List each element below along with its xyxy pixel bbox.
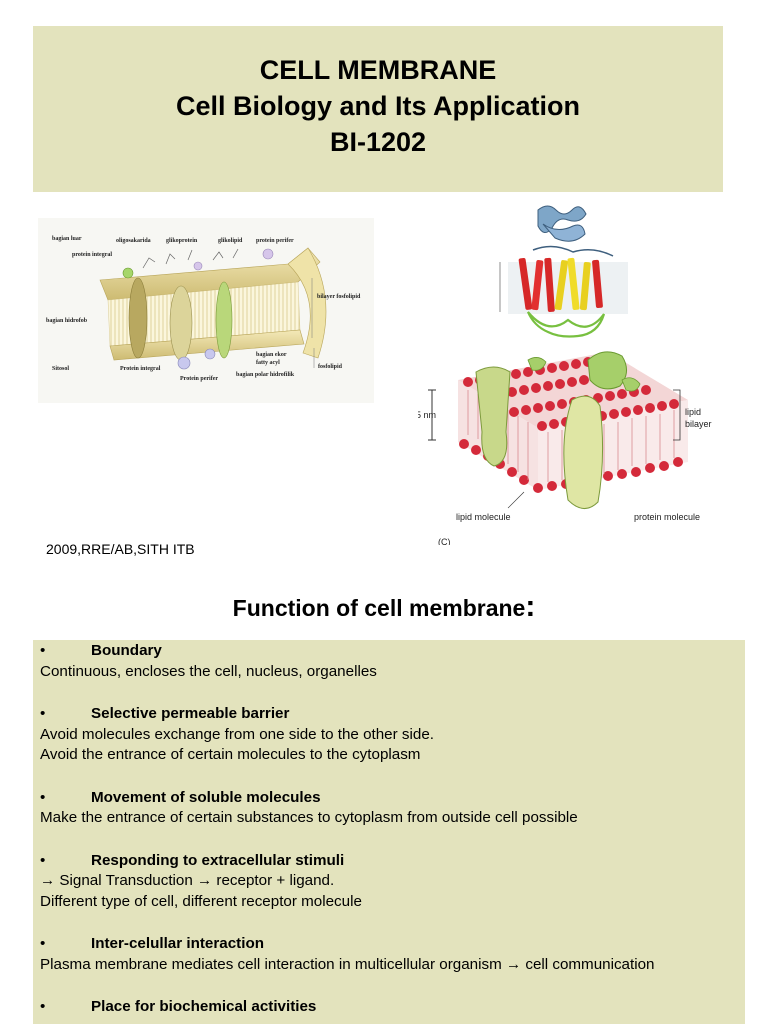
label-bilayer: bilayer fosfolipid <box>317 294 361 300</box>
label-polar: bagian polar hidrofilik <box>236 372 295 378</box>
function-heading: Movement of soluble molecules <box>91 788 321 806</box>
bullet-icon: • <box>40 642 46 659</box>
label-5nm: 5 nm <box>418 410 437 420</box>
function-desc: Avoid the entrance of certain molecules to the cytoplasm <box>40 746 421 763</box>
function-item <box>40 996 745 1018</box>
function-item <box>40 850 745 913</box>
label-c: (C) <box>438 537 451 545</box>
membrane-diagram-svg <box>38 218 374 403</box>
label-fatty: fatty acyl <box>256 360 280 366</box>
section-title <box>0 590 768 624</box>
title-line-2: Cell Biology and Its Application <box>175 91 581 121</box>
label-fosfolipid: fosfolipid <box>318 364 343 370</box>
label-oligo: oligosakarida <box>116 238 151 244</box>
functions-box <box>33 640 745 1024</box>
function-desc: Different type of cell, different receptor molecule <box>40 892 362 910</box>
function-desc: Continuous, encloses the cell, nucleus, organelles <box>40 662 377 680</box>
label-perifer-bottom: Protein perifer <box>180 376 219 382</box>
label-glikoprotein: glikoprotein <box>166 238 198 244</box>
protein-ribbon <box>500 206 628 337</box>
bullet-icon: • <box>40 851 46 869</box>
label-sitosol: Sitosol <box>52 366 70 372</box>
title-line-1: CELL MEMBRANE <box>259 55 497 85</box>
function-heading-row <box>40 850 745 872</box>
function-heading-row <box>40 933 745 955</box>
label-outer: bagian luar <box>52 236 82 242</box>
label-perifer-top: protein perifer <box>256 238 294 244</box>
bullet-icon: • <box>40 998 46 1015</box>
function-heading-row <box>40 640 745 662</box>
title-line-3: BI-1202 <box>329 127 427 157</box>
membrane-diagram-right <box>418 200 724 545</box>
function-desc: Plasma membrane mediates cell interaction in multicellular organism → cell communication <box>40 955 655 973</box>
label-bilayer-right: bilayer <box>685 419 712 429</box>
label-integral-bottom: Protein integral <box>120 366 161 372</box>
function-heading-row <box>40 996 745 1018</box>
membrane-diagram-left <box>38 218 374 403</box>
label-protein-molecule: protein molecule <box>634 512 701 522</box>
bullet-icon: • <box>40 705 46 722</box>
label-hidrofob: bagian hidrofob <box>46 318 88 324</box>
function-desc: → Signal Transduction → receptor + ligand. <box>40 872 335 889</box>
function-heading: Selective permeable barrier <box>91 705 290 722</box>
function-heading: Place for biochemical activities <box>91 998 317 1015</box>
section-title-text: Function of cell membrane <box>232 595 526 621</box>
membrane-3d-svg <box>418 200 724 545</box>
label-lipid-molecule: lipid molecule <box>456 512 511 522</box>
function-desc: Avoid molecules exchange from one side to the other side. <box>40 725 434 743</box>
function-heading-row <box>40 703 745 725</box>
function-item <box>40 640 745 682</box>
function-heading: Boundary <box>91 642 162 659</box>
lipid-bilayer-block <box>458 352 688 509</box>
label-glikolipid: glikolipid <box>218 238 243 244</box>
function-desc: Make the entrance of certain substances to cytoplasm from outside cell possible <box>40 809 578 826</box>
bullet-icon: • <box>40 788 46 806</box>
title-box <box>33 26 723 192</box>
label-ekor: bagian ekor <box>256 352 287 358</box>
function-item <box>40 703 745 766</box>
label-lipid: lipid <box>685 407 702 417</box>
function-item <box>40 933 745 975</box>
function-heading: Responding to extracellular stimuli <box>91 851 345 869</box>
function-item <box>40 787 745 829</box>
credit-text: 2009,RRE/AB,SITH ITB <box>46 541 195 557</box>
section-title-colon: : <box>525 590 536 623</box>
label-integral-top: protein integral <box>72 252 113 258</box>
function-heading: Inter-celullar interaction <box>91 935 265 952</box>
function-heading-row <box>40 787 745 809</box>
bullet-icon: • <box>40 935 46 952</box>
